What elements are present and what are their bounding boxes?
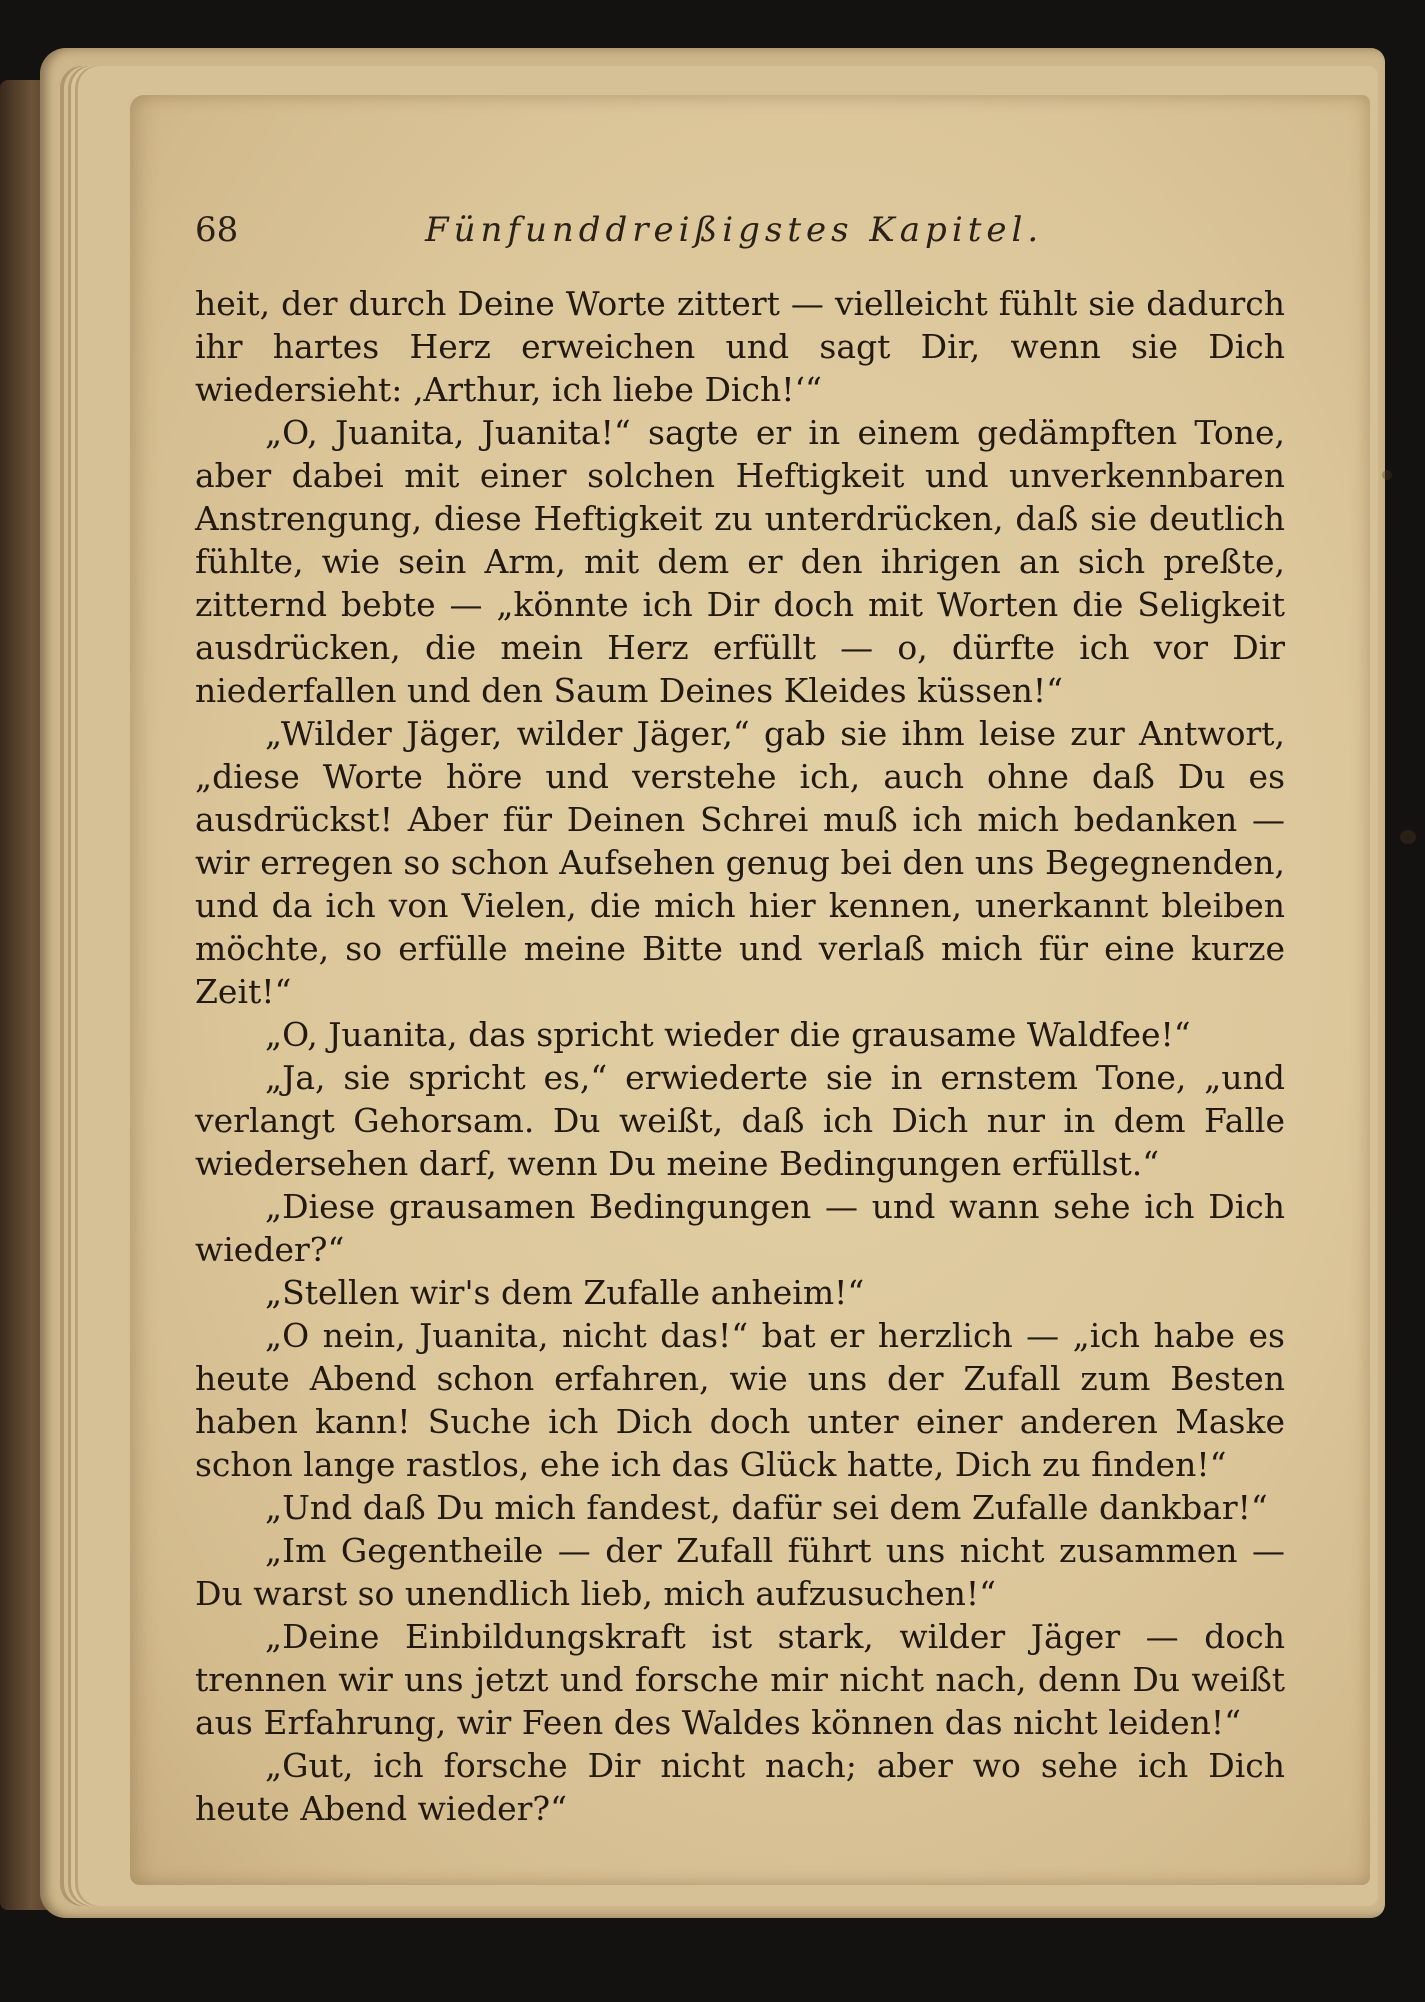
paragraph: „Im Gegentheile — der Zufall führt uns nicht zusammen — Du warst so unendlich lieb, mich aufzusuchen!“ bbox=[195, 1531, 1285, 1613]
page-header bbox=[195, 205, 1125, 255]
paragraph: „O nein, Juanita, nicht das!“ bat er herzlich — „ich habe es heute Abend schon erfahren, wie uns der Zufall zum Besten haben kann! Suche ich Dich doch unter einer anderen Maske schon lange rastlos, ehe ich das Glück hatte, Dich zu finden!“ bbox=[195, 1316, 1285, 1484]
paragraph: „Stellen wir's dem Zufalle anheim!“ bbox=[265, 1273, 865, 1312]
paragraph: „Wilder Jäger, wilder Jäger,“ gab sie ihm leise zur Antwort, „diese Worte höre und verstehe ich, auch ohne daß Du es ausdrückst! Aber für Deinen Schrei muß ich mich bedanken — wir erregen so schon Aufsehen genug bei den uns Begegnenden, und da ich von Vielen, die mich hier kennen, unerkannt bleiben möchte, so erfülle meine Bitte und verlaß mich für eine kurze Zeit!“ bbox=[195, 714, 1285, 1011]
paragraph: „O, Juanita, Juanita!“ sagte er in einem gedämpften Tone, aber dabei mit einer solchen Heftigkeit und unverkennbaren Anstrengung, diese Heftigkeit zu unterdrücken, daß sie deutlich fühlte, wie sein Arm, mit dem er den ihrigen an sich preßte, zitternd bebte — „könnte ich Dir doch mit Worten die Seligkeit ausdrücken, die mein Herz erfüllt — o, dürfte ich vor Dir niederfallen und den Saum Deines Kleides küssen!“ bbox=[195, 413, 1285, 710]
running-title: Fünfunddreißigstes Kapitel. bbox=[425, 210, 1044, 250]
paragraph: „Ja, sie spricht es,“ erwiederte sie in ernstem Tone, „und verlangt Gehorsam. Du weißt, daß ich Dich nur in dem Falle wiedersehen darf, wenn Du meine Bedingungen erfüllst.“ bbox=[195, 1058, 1285, 1183]
paragraph: heit, der durch Deine Worte zittert — vielleicht fühlt sie dadurch ihr hartes Herz erweichen und sagt Dir, wenn sie Dich wiedersieht: ‚Arthur, ich liebe Dich!‘“ bbox=[195, 284, 1285, 409]
paragraph: „Deine Einbildungskraft ist stark, wilder Jäger — doch trennen wir uns jetzt und forsche mir nicht nach, denn Du weißt aus Erfahrung, wir Feen des Waldes können das nicht leiden!“ bbox=[195, 1617, 1285, 1742]
page-smudge bbox=[1400, 830, 1416, 844]
page-number: 68 bbox=[195, 210, 239, 250]
body-text bbox=[195, 282, 1285, 1830]
page-smudge bbox=[1382, 470, 1392, 480]
paragraph: „O, Juanita, das spricht wieder die grausame Waldfee!“ bbox=[265, 1015, 1191, 1054]
paragraph: „Diese grausamen Bedingungen — und wann sehe ich Dich wieder?“ bbox=[195, 1187, 1285, 1269]
paragraph: „Gut, ich forsche Dir nicht nach; aber wo sehe ich Dich heute Abend wieder?“ bbox=[195, 1746, 1285, 1828]
paragraph: „Und daß Du mich fandest, dafür sei dem Zufalle dankbar!“ bbox=[265, 1488, 1268, 1527]
